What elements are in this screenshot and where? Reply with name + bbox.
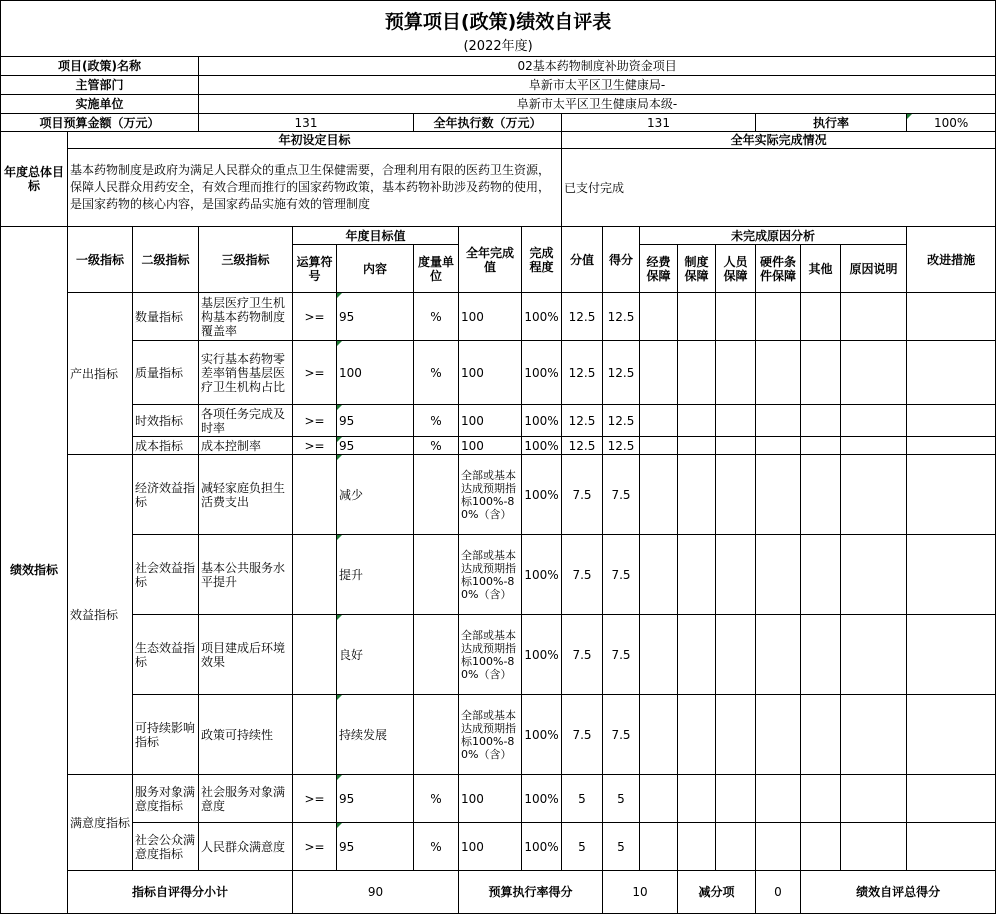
department-value: 阜新市太平区卫生健康局- [199,76,996,95]
performance-indicator-label: 绩效指标 [1,227,68,914]
content-cell: 良好 [337,615,414,695]
operator-cell: >= [293,775,337,823]
title-cell [1,1,996,38]
budget-score-label: 预算执行率得分 [459,871,603,914]
completed-cell: 全部或基本达成预期指标100%-80%（含） [459,615,522,695]
score-cell: 7.5 [603,695,640,775]
level3-cell: 实行基本药物零差率销售基层医疗卫生机构占比 [199,341,293,405]
level2-header: 二级指标 [133,227,199,293]
score-value-cell: 7.5 [562,535,603,615]
unit-cell: % [414,775,459,823]
completed-cell: 100 [459,405,522,437]
output-indicator-group: 产出指标 [68,293,133,455]
level3-header: 三级指标 [199,227,293,293]
score-value-cell: 7.5 [562,455,603,535]
completed-cell: 100 [459,437,522,455]
level2-cell: 质量指标 [133,341,199,405]
explanation-header: 原因说明 [841,245,907,293]
level2-cell: 服务对象满意度指标 [133,775,199,823]
table-row [1,293,996,341]
operator-cell: >= [293,341,337,405]
degree-cell: 100% [522,293,562,341]
unit-cell [414,615,459,695]
funding-header: 经费保障 [640,245,678,293]
degree-cell: 100% [522,695,562,775]
completed-cell: 100 [459,823,522,871]
unit-cell: % [414,823,459,871]
operator-cell [293,455,337,535]
score-value-cell: 12.5 [562,405,603,437]
table-row [1,615,996,695]
score-cell: 12.5 [603,293,640,341]
score-cell: 5 [603,775,640,823]
score-value-cell: 12.5 [562,341,603,405]
reason-analysis-header: 未完成原因分析 [640,227,907,245]
unit-cell [414,535,459,615]
table-row [1,823,996,871]
level3-cell: 基本公共服务水平提升 [199,535,293,615]
level2-cell: 生态效益指标 [133,615,199,695]
page-title: 预算项目(政策)绩效自评表 [384,11,612,34]
degree-cell: 100% [522,775,562,823]
execution-rate-label: 执行率 [756,114,907,132]
unit-header: 度量单位 [414,245,459,293]
completed-cell: 100 [459,293,522,341]
satisfaction-indicator-group: 满意度指标 [68,775,133,871]
operator-cell: >= [293,293,337,341]
execution-amount-label: 全年执行数（万元） [414,114,562,132]
level3-cell: 政策可持续性 [199,695,293,775]
deduction-value: 0 [756,871,801,914]
score-value-cell: 7.5 [562,615,603,695]
system-header: 制度保障 [678,245,716,293]
level3-cell: 项目建成后环境效果 [199,615,293,695]
score-value-cell: 12.5 [562,437,603,455]
level2-cell: 社会效益指标 [133,535,199,615]
initial-goal-header: 年初设定目标 [68,132,562,149]
operator-cell [293,695,337,775]
actual-completion-text: 已支付完成 [562,149,996,227]
other-header: 其他 [801,245,841,293]
table-row [1,695,996,775]
degree-cell: 100% [522,823,562,871]
content-cell: 100 [337,341,414,405]
degree-cell: 100% [522,455,562,535]
degree-cell: 100% [522,341,562,405]
table-row [1,437,996,455]
table-row [1,775,996,823]
table-row [1,535,996,615]
level3-cell: 各项任务完成及时率 [199,405,293,437]
operator-cell [293,615,337,695]
table-row [1,405,996,437]
operator-header: 运算符号 [293,245,337,293]
score-cell: 7.5 [603,455,640,535]
score-cell: 12.5 [603,437,640,455]
budget-amount-label: 项目预算金额（万元） [1,114,199,132]
completed-cell: 全部或基本达成预期指标100%-80%（含） [459,695,522,775]
score-value-cell: 5 [562,775,603,823]
score-cell: 7.5 [603,615,640,695]
content-cell: 95 [337,405,414,437]
score-cell: 12.5 [603,341,640,405]
table-row [1,341,996,405]
completed-cell: 100 [459,775,522,823]
degree-cell: 100% [522,405,562,437]
unit-cell: % [414,437,459,455]
initial-goal-text: 基本药物制度是政府为满足人民群众的重点卫生保健需要，合理利用有限的医药卫生资源，保障人民群众用药安全，有效合理而推行的国家药物政策，基本药物补助涉及药物的使用，是国家药物的核心内容，是国家药品实施有效的管理制度 [68,149,562,227]
completed-value-header: 全年完成值 [459,227,522,293]
total-score-label: 绩效自评总得分 [801,871,996,914]
content-cell: 提升 [337,535,414,615]
budget-score-value: 10 [603,871,678,914]
level3-cell: 成本控制率 [199,437,293,455]
content-cell: 持续发展 [337,695,414,775]
content-cell: 95 [337,823,414,871]
actual-completion-header: 全年实际完成情况 [562,132,996,149]
implementing-unit-value: 阜新市太平区卫生健康局本级- [199,95,996,114]
operator-cell: >= [293,405,337,437]
operator-cell: >= [293,823,337,871]
subtotal-value: 90 [293,871,459,914]
benefit-indicator-group: 效益指标 [68,455,133,775]
level2-cell: 可持续影响指标 [133,695,199,775]
content-cell: 95 [337,437,414,455]
target-value-header: 年度目标值 [293,227,459,245]
degree-cell: 100% [522,437,562,455]
content-header: 内容 [337,245,414,293]
personnel-header: 人员保障 [716,245,756,293]
content-cell: 95 [337,293,414,341]
operator-cell: >= [293,437,337,455]
level3-cell: 基层医疗卫生机构基本药物制度覆盖率 [199,293,293,341]
budget-amount-value: 131 [199,114,414,132]
score-value-cell: 7.5 [562,695,603,775]
level3-cell: 社会服务对象满意度 [199,775,293,823]
execution-amount-value: 131 [562,114,756,132]
content-cell: 减少 [337,455,414,535]
score-cell: 5 [603,823,640,871]
improvement-header: 改进措施 [907,227,996,293]
level2-cell: 数量指标 [133,293,199,341]
execution-rate-value: 100% [907,114,996,132]
level1-header: 一级指标 [68,227,133,293]
content-cell: 95 [337,775,414,823]
level2-cell: 成本指标 [133,437,199,455]
hardware-header: 硬件条件保障 [756,245,801,293]
department-label: 主管部门 [1,76,199,95]
level3-cell: 人民群众满意度 [199,823,293,871]
level3-cell: 减轻家庭负担生活费支出 [199,455,293,535]
score-value-cell: 5 [562,823,603,871]
level2-cell: 经济效益指标 [133,455,199,535]
level2-cell: 社会公众满意度指标 [133,823,199,871]
unit-cell: % [414,405,459,437]
degree-cell: 100% [522,615,562,695]
completion-degree-header: 完成程度 [522,227,562,293]
completed-cell: 全部或基本达成预期指标100%-80%（含） [459,455,522,535]
annual-goal-label: 年度总体目标 [1,132,68,227]
project-name-value: 02基本药物制度补助资金项目 [199,57,996,76]
table-row [1,455,996,535]
completed-cell: 100 [459,341,522,405]
score-cell: 12.5 [603,405,640,437]
project-name-label: 项目(政策)名称 [1,57,199,76]
implementing-unit-label: 实施单位 [1,95,199,114]
unit-cell: % [414,341,459,405]
report-year: (2022年度) [463,38,533,54]
deduction-label: 减分项 [678,871,756,914]
operator-cell [293,535,337,615]
unit-cell [414,455,459,535]
degree-cell: 100% [522,535,562,615]
score-cell: 7.5 [603,535,640,615]
completed-cell: 全部或基本达成预期指标100%-80%（含） [459,535,522,615]
unit-cell: % [414,293,459,341]
level2-cell: 时效指标 [133,405,199,437]
unit-cell [414,695,459,775]
year-cell [1,38,996,57]
score-header: 得分 [603,227,640,293]
score-value-header: 分值 [562,227,603,293]
subtotal-label: 指标自评得分小计 [68,871,293,914]
score-value-cell: 12.5 [562,293,603,341]
